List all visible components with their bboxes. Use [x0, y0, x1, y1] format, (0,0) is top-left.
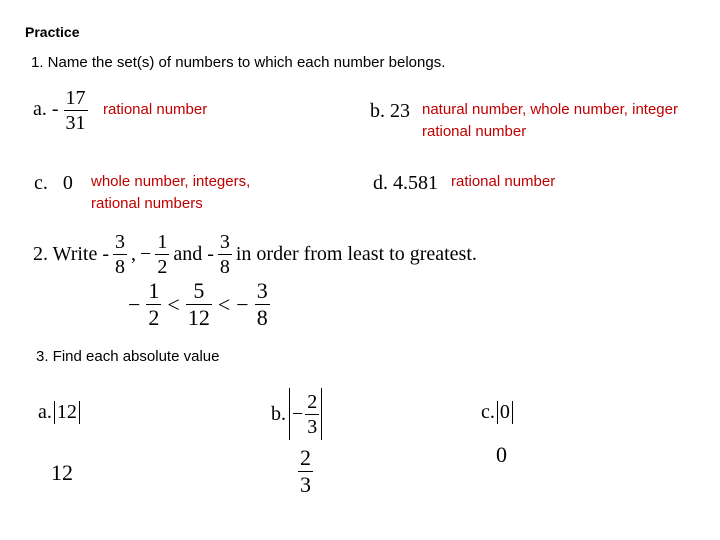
q3-a-expression [38, 401, 80, 424]
q1-c-number [34, 172, 73, 195]
q1-c-label: c. [34, 172, 48, 194]
q2-fraction-3 [218, 232, 232, 277]
q1-c-answer-line2: rational numbers [91, 195, 203, 212]
q2-ans-less-than-1: < [167, 291, 180, 317]
q2-ans-f1-denominator: 2 [148, 305, 160, 330]
q3-prompt: 3. Find each absolute value [36, 348, 220, 365]
q3-b-fraction [305, 392, 319, 437]
q2-f1-numerator: 3 [115, 231, 126, 253]
q2-and: and - [173, 243, 214, 265]
q2-ans-minus-1: − [128, 291, 141, 317]
q1-a-label: a. - [33, 98, 59, 121]
q1-c-value: 0 [62, 172, 73, 194]
q1-d-number: d. 4.581 [373, 172, 438, 194]
q3-a-label: a. [38, 401, 52, 423]
q3-a-absolute-value [54, 401, 80, 424]
q2-f1-denominator: 8 [115, 256, 126, 278]
q2-comma: , [131, 243, 137, 265]
q3-b-answer-numerator: 2 [300, 445, 311, 470]
q3-b-expression [271, 388, 322, 440]
q2-f2-denominator: 2 [157, 256, 168, 278]
q2-fraction-1 [113, 232, 127, 277]
q3-c-answer: 0 [496, 442, 507, 467]
q2-f3-denominator: 8 [219, 256, 230, 278]
q2-answer [128, 280, 270, 329]
q2-minus: − [140, 243, 152, 265]
q2-ans-f3-numerator: 3 [256, 278, 268, 303]
q3-b-minus: − [292, 402, 304, 425]
q3-c-value: 0 [499, 401, 510, 423]
q3-c-expression [481, 401, 513, 424]
q3-b-denominator: 3 [307, 415, 318, 438]
q2-ans-f3-denominator: 8 [256, 305, 268, 330]
q2-suffix: in order from least to greatest. [235, 243, 477, 265]
q1-a-denominator: 31 [65, 112, 86, 134]
q3-b-numerator: 2 [307, 390, 318, 413]
q1-a-fraction [64, 88, 88, 133]
q2-ans-f2-denominator: 12 [187, 305, 210, 330]
q2-ans-minus-2: − [236, 291, 249, 317]
q2-f3-numerator: 3 [219, 231, 230, 253]
q3-a-value: 12 [56, 401, 77, 423]
q1-a-number [33, 88, 88, 133]
q1-a-answer: rational number [103, 101, 208, 118]
q3-a-answer: 12 [51, 460, 73, 485]
q2-ans-f1-numerator: 1 [148, 278, 160, 303]
q3-c-label: c. [481, 401, 495, 423]
q2-fraction-2 [155, 232, 169, 277]
q3-c-absolute-value [497, 401, 513, 424]
q1-b-number: b. 23 [370, 100, 410, 122]
q2-ans-fraction-1 [146, 280, 161, 329]
q3-b-answer-denominator: 3 [300, 472, 311, 497]
q2-ans-fraction-2 [186, 280, 212, 329]
q2-prompt [33, 232, 477, 277]
q3-b-label: b. [271, 402, 286, 425]
q1-prompt: 1. Name the set(s) of numbers to which each number belongs. [31, 54, 446, 71]
q1-b-answer-line1: natural number, whole number, integer [422, 101, 678, 118]
q1-c-answer-line1: whole number, integers, [91, 173, 251, 190]
q1-d-answer: rational number [451, 173, 556, 190]
q3-b-answer [298, 447, 313, 496]
q2-ans-fraction-3 [255, 280, 270, 329]
q2-ans-f2-numerator: 5 [193, 278, 205, 303]
page-title: Practice [25, 24, 80, 40]
q2-prefix: 2. Write - [33, 243, 110, 265]
q3-b-absolute-value [289, 388, 322, 440]
q2-f2-numerator: 1 [157, 231, 168, 253]
q1-a-numerator: 17 [65, 87, 86, 109]
q3-b-answer-fraction [298, 447, 313, 496]
q1-b-answer-line2: rational number [422, 123, 527, 140]
q2-ans-less-than-2: < [217, 291, 231, 317]
